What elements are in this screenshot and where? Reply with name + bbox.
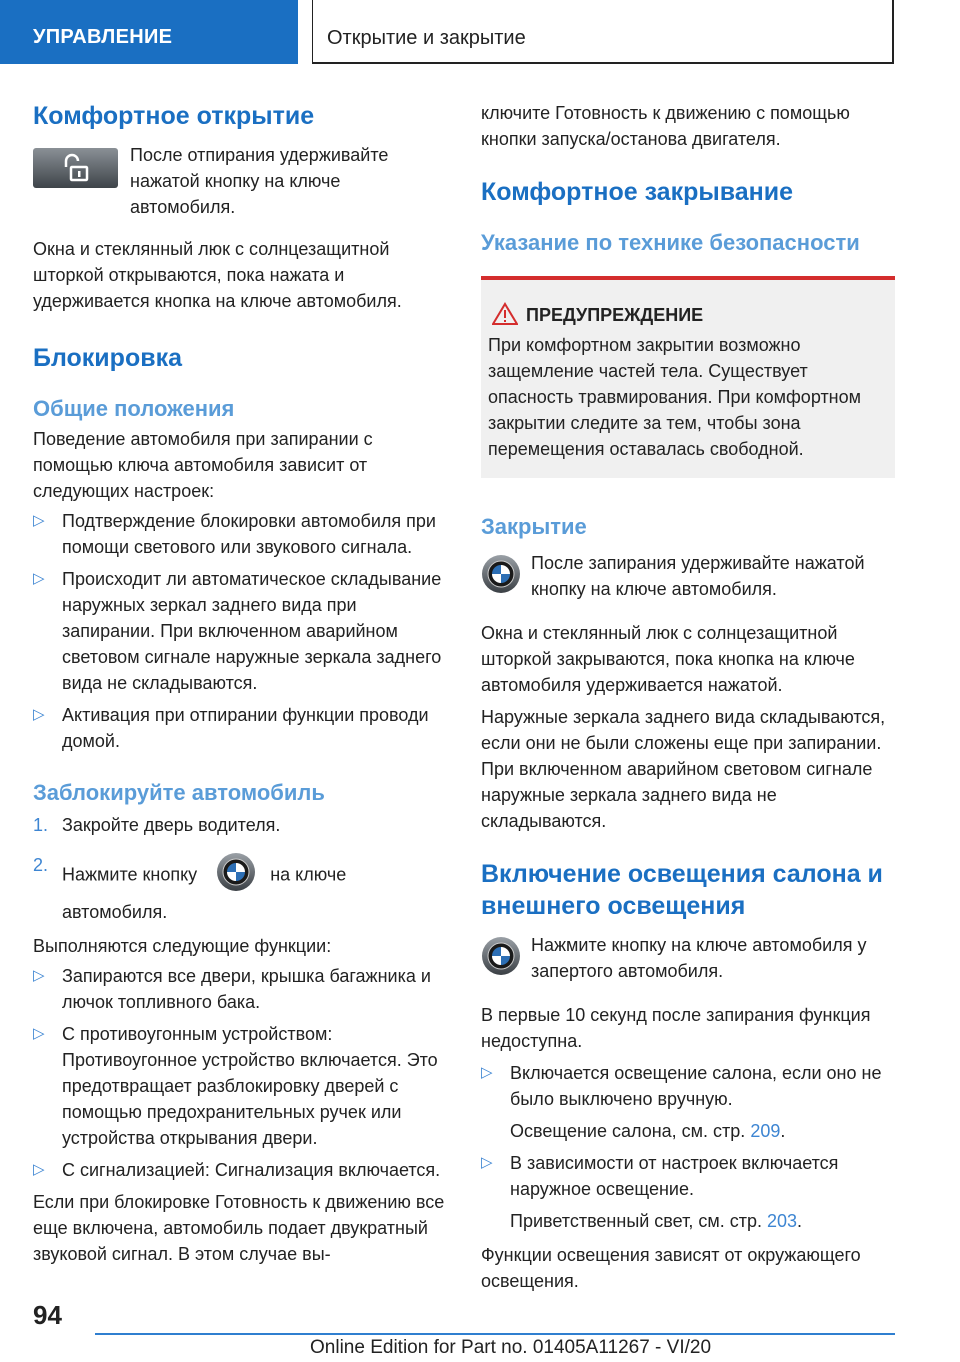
functions-intro: Выполняются следующие функции: — [33, 936, 332, 956]
list-item: ▷ Запираются все двери, крышка багажника и лючок топливного бака. — [33, 963, 448, 1015]
right-column — [481, 100, 895, 1294]
close-icon-text: После запирания удерживайте нажатой кнопку на ключе автомобиля. — [531, 553, 865, 599]
triangle-right-icon: ▷ — [33, 512, 45, 529]
comfort-open-icon-text: После отпирания удерживайте нажатой кнопку на ключе автомобиля. — [130, 145, 389, 217]
step-item: 1. Закройте дверь водителя. — [33, 815, 281, 835]
functions-list — [33, 963, 448, 1183]
triangle-right-icon: ▷ — [33, 570, 45, 587]
chapter-tab — [312, 0, 894, 64]
lighting-text: В первые 10 секунд после запирания функция недоступна. — [481, 1005, 871, 1051]
warning-triangle-icon — [492, 302, 518, 326]
list-item: ▷ С сигнализацией: Сигнализация включается. — [33, 1157, 448, 1183]
list-item: ▷ Происходит ли автоматическое складывание наружных зеркал заднего вида при запирании. При включенном аварийном световом сигнале наружные зеркала заднего вида не складываются. — [33, 566, 448, 696]
list-item: ▷ Включается освещение салона, если оно не было выключено вручную. Освещение салона, см. стр. 209. — [481, 1060, 895, 1144]
page-link[interactable]: 203 — [766, 1211, 798, 1231]
lock-heading: Блокировка — [33, 344, 182, 372]
triangle-right-icon: ▷ — [481, 1154, 493, 1171]
close-text-1: Окна и стеклянный люк с солнцезащитной шторкой закрываются, пока кнопка на ключе автомобиля удерживается нажатой. — [481, 623, 855, 695]
safety-heading: Указание по технике безопасности — [481, 230, 860, 255]
edition-text: Online Edition for Part no. 01405A11267 - VI/20 — [310, 1337, 712, 1358]
triangle-right-icon: ▷ — [33, 706, 45, 723]
comfort-open-text: Окна и стеклянный люк с солнцезащитной шторкой открываются, пока нажата и удерживается кнопка на ключе автомобиля. — [33, 239, 402, 311]
warning-box — [481, 276, 895, 478]
list-item: ▷ Активация при отпирании функции проводи домой. — [33, 702, 448, 754]
unlock-button-icon — [33, 148, 118, 193]
footer-divider — [95, 1333, 895, 1335]
lock-car-heading: Заблокируйте автомобиль — [33, 780, 325, 805]
final-text: Функции освещения зависят от окружающего освещения. — [481, 1245, 861, 1291]
comfort-open-heading: Комфортное открытие — [33, 102, 315, 130]
list-item: ▷ Подтверждение блокировки автомобиля при помощи светового или звукового сигнала. — [33, 508, 448, 560]
lighting-heading: Включение освещения салона и внешнего освещения — [481, 860, 883, 920]
bmw-logo-icon — [216, 852, 256, 899]
chapter-title: Открытие и закрытие — [327, 27, 526, 49]
close-icon-para — [481, 550, 895, 608]
triangle-right-icon: ▷ — [33, 1025, 45, 1042]
lighting-icon-text: Нажмите кнопку на ключе автомобиля у запертого автомобиля. — [531, 935, 867, 981]
lighting-icon-para — [481, 932, 895, 990]
comfort-open-icon-para — [33, 142, 448, 220]
warning-text: При комфортном закрытии возможно защемление частей тела. Существует опасность травмирования. При комфортном закрытии следите за тем, чтобы зона перемещения оставалась свободной. — [488, 335, 862, 459]
page-number: 94 — [33, 1300, 62, 1330]
triangle-right-icon: ▷ — [33, 967, 45, 984]
continued-text: ключите Готовность к движению с помощью кнопки запуска/останова двигателя. — [481, 103, 850, 149]
general-heading: Общие положения — [33, 396, 235, 421]
general-list — [33, 508, 448, 754]
page-link[interactable]: 209 — [750, 1121, 781, 1141]
step-item: 2. Нажмите кнопку на ключе автомобиля. — [33, 852, 448, 925]
close-text-2: Наружные зеркала заднего вида складываются, если они не были сложены еще при запирании. При включенном аварийном световом сигнале наружные зеркала заднего вида не складываются. — [481, 707, 886, 831]
section-title: УПРАВЛЕНИЕ — [33, 26, 173, 48]
general-text: Поведение автомобиля при запирании с помощью ключа автомобиля зависит от следующих настроек: — [33, 429, 373, 501]
cross-reference: Освещение салона, см. стр. 209. — [510, 1121, 786, 1141]
triangle-right-icon: ▷ — [33, 1161, 45, 1178]
list-item: ▷ В зависимости от настроек включается наружное освещение. Приветственный свет, см. стр. 203. — [481, 1150, 895, 1234]
cross-reference: Приветственный свет, см. стр. 203. — [510, 1211, 803, 1231]
lock-steps — [33, 812, 448, 925]
close-heading: Закрытие — [481, 514, 587, 539]
warning-title: ПРЕДУПРЕЖДЕНИЕ — [488, 302, 887, 328]
list-item: ▷ С противоугонным устройством: Противоугонное устройство включается. Это предотвращает разблокировку дверей с помощью предохранительных ручек или устройства открывания двери. — [33, 1021, 448, 1151]
bmw-logo-icon — [481, 936, 521, 981]
triangle-right-icon: ▷ — [481, 1064, 493, 1081]
ready-text: Если при блокировке Готовность к движению все еще включена, автомобиль подает двукратный звуковой сигнал. В этом случае вы- — [33, 1192, 445, 1264]
lighting-list — [481, 1060, 895, 1234]
bmw-logo-icon — [481, 554, 521, 599]
section-tab — [0, 0, 298, 64]
comfort-close-heading: Комфортное закрывание — [481, 178, 794, 206]
left-column — [33, 100, 448, 1267]
